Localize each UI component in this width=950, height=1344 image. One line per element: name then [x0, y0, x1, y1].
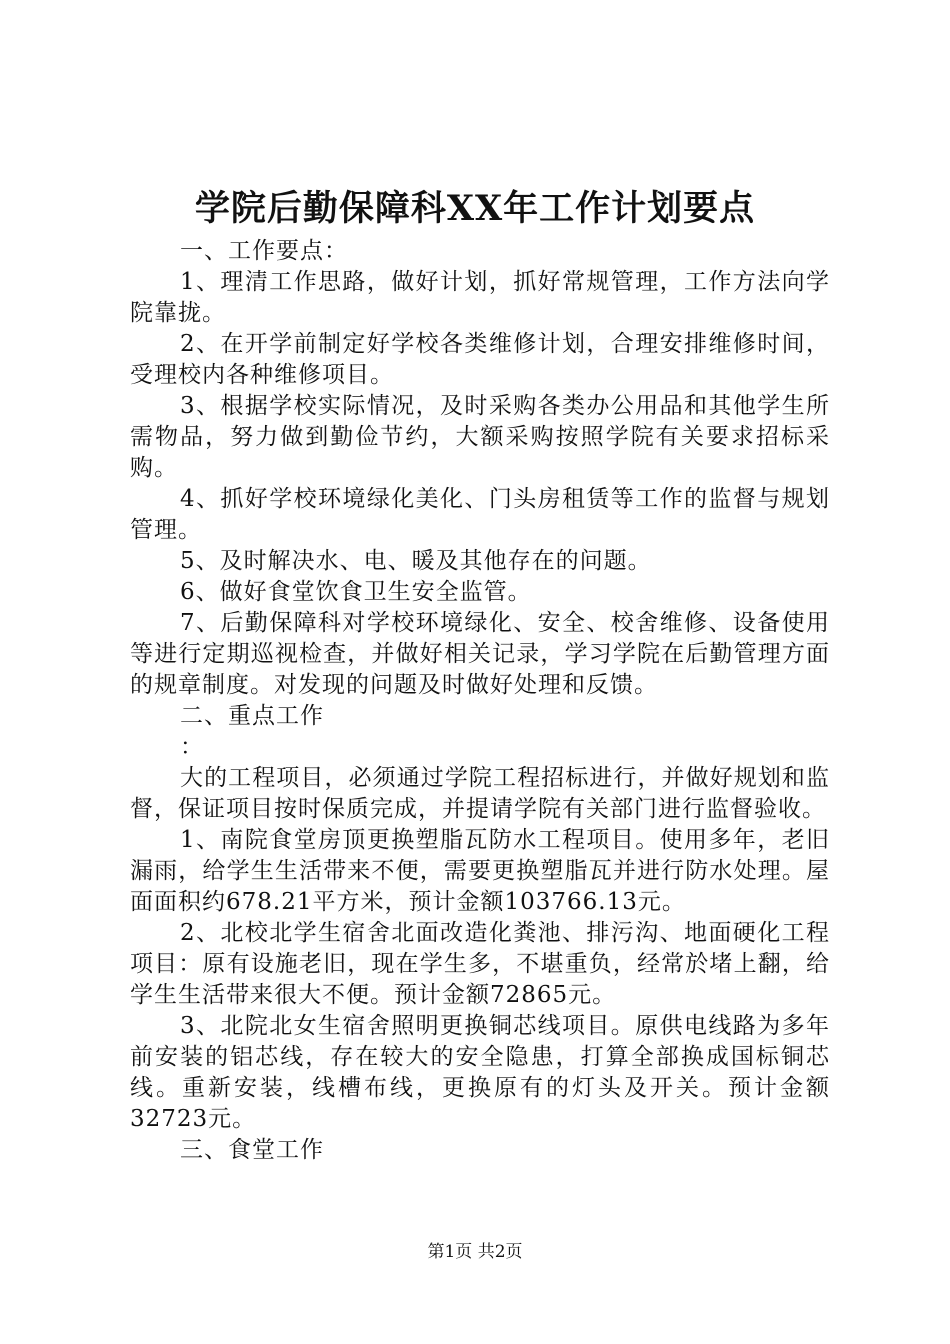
stray-colon: ：	[180, 734, 204, 760]
section-heading-canteen: 三、食堂工作	[180, 1137, 324, 1163]
paragraph-project-2: 2、北校北学生宿舍北面改造化粪池、排污沟、地面硬化工程项目：原有设施老旧，现在学生多，不堪重负，经常於堵上翻，给学生生活带来很大不便。预计金额72865元。	[130, 920, 830, 1008]
paragraph-item-6: 6、做好食堂饮食卫生安全监管。	[180, 579, 532, 605]
paragraph-item-5: 5、及时解决水、电、暖及其他存在的问题。	[180, 548, 652, 574]
document-title: 学院后勤保障科XX年工作计划要点	[194, 188, 756, 229]
paragraph-project-1: 1、南院食堂房顶更换塑脂瓦防水工程项目。使用多年，老旧漏雨，给学生生活带来不便，需要更换塑脂瓦并进行防水处理。屋面面积约678.21平方米，预计金额103766.13元。	[130, 827, 830, 915]
paragraph-item-4: 4、抓好学校环境绿化美化、门头房租赁等工作的监督与规划管理。	[130, 486, 830, 543]
section-heading-work-points: 一、工作要点：	[180, 238, 348, 264]
paragraph-item-1: 1、理清工作思路，做好计划，抓好常规管理，工作方法向学院靠拢。	[130, 269, 830, 326]
paragraph-item-3: 3、根据学校实际情况，及时采购各类办公用品和其他学生所需物品，努力做到勤俭节约，大额采购按照学院有关要求招标采购。	[130, 393, 830, 481]
paragraph-item-2: 2、在开学前制定好学校各类维修计划，合理安排维修时间，受理校内各种维修项目。	[130, 331, 830, 388]
paragraph-project-3: 3、北院北女生宿舍照明更换铜芯线项目。原供电线路为多年前安装的铝芯线，存在较大的安全隐患，打算全部换成国标铜芯线。重新安装，线槽布线，更换原有的灯头及开关。预计金额32723元。	[130, 1013, 830, 1132]
document-body	[130, 236, 830, 1166]
paragraph-item-7: 7、后勤保障科对学校环境绿化、安全、校舍维修、设备使用等进行定期巡视检查，并做好相关记录，学习学院在后勤管理方面的规章制度。对发现的问题及时做好处理和反馈。	[130, 610, 830, 698]
page-number-footer: 第1页 共2页	[427, 1242, 523, 1262]
paragraph-key-work-intro: 大的工程项目，必须通过学院工程招标进行，并做好规划和监督，保证项目按时保质完成，并提请学院有关部门进行监督验收。	[130, 765, 830, 822]
section-heading-key-work: 二、重点工作	[180, 703, 324, 729]
